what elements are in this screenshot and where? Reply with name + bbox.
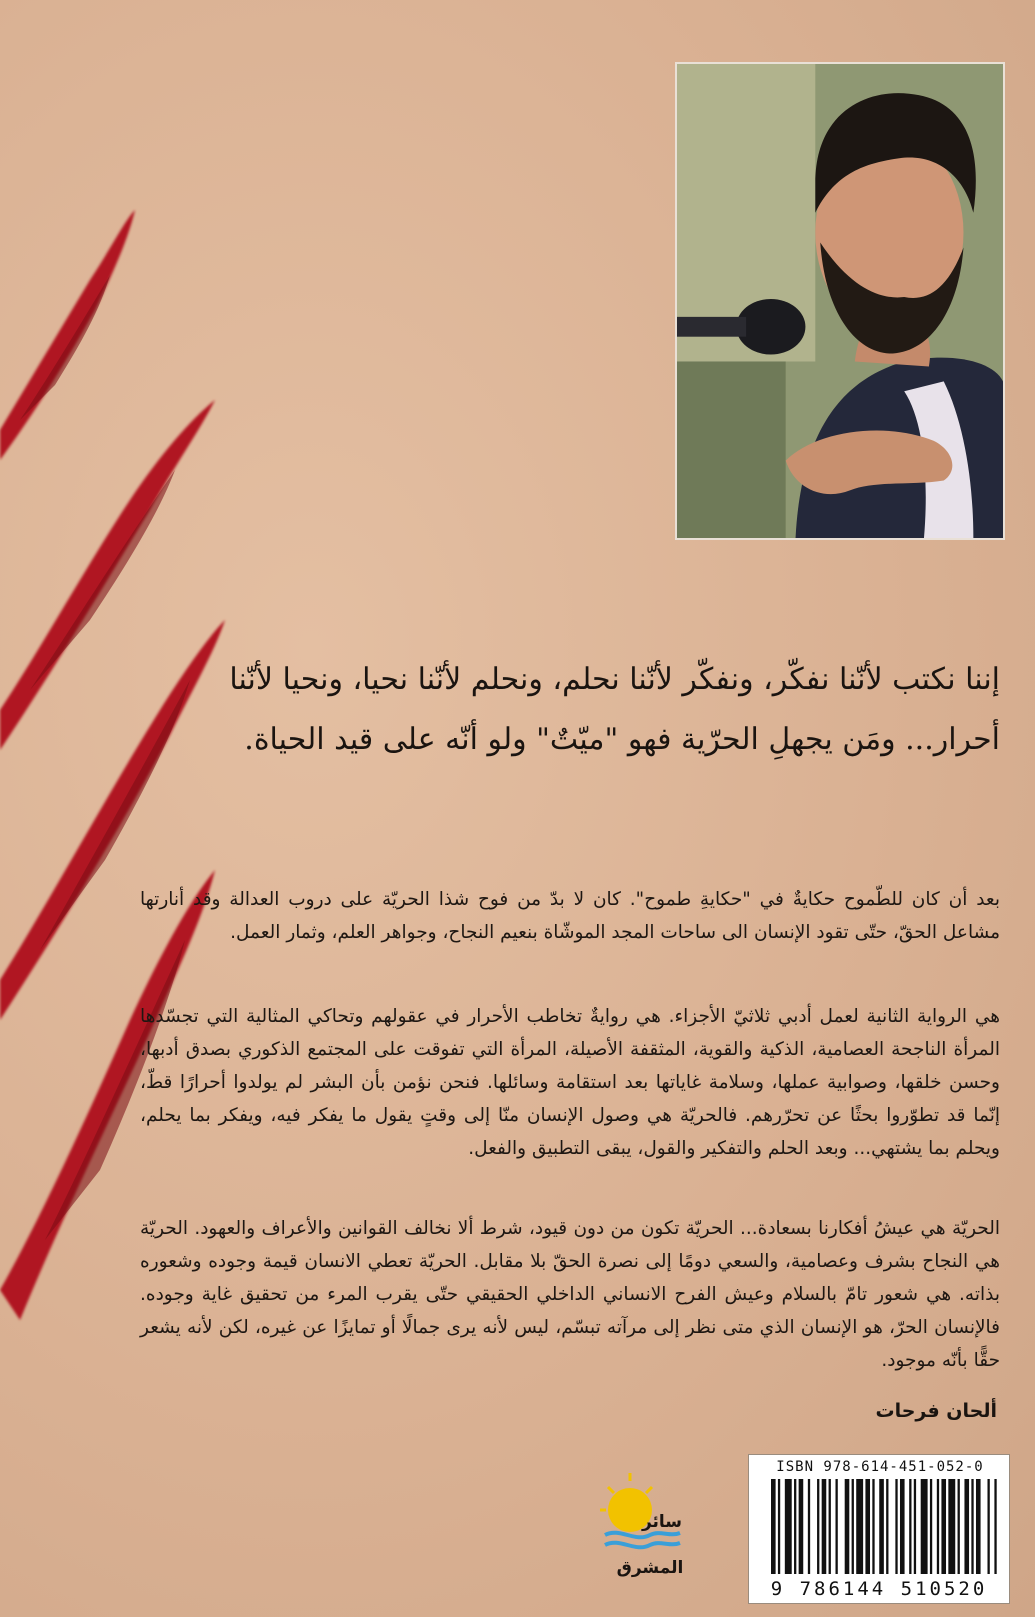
blurb-paragraph-1: بعد أن كان للطّموح حكايةٌ في "حكايةِ طموح". كان لا بدّ من فوح شذا الحريّة على دروب العدالة وقد أنارتها مشاعل الحقّ، حتّى تقود الإنسان الى ساحات المجد الموشّاة بنعيم النجاح، وجواهر العلم، وثمار العمل. [140,889,1000,943]
blurb-paragraph-2: هي الرواية الثانية لعمل أدبي ثلاثيّ الأجزاء. هي روايةٌ تخاطب الأحرار في عقولهم وتحاكي المثالية التي تجسّدها المرأة الناجحة العصامية، الذكية والقوية، المثقفة الأصيلة، المرأة التي تفوقت على المجتمع الذكوري بصدق أدبها، وحسن خلقها، وصوابية عملها، وسلامة غاياتها بعد استقامة وسائلها. فنحن نؤمن بأن البشر لم يولدوا أحرارًا قطّ، إنّما قد تطوّروا بحثًا عن تحرّرهم. فالحريّة هي وصول الإنسان منّا إلى وقتٍ يقول ما يفكر فيه، ويفكر بما يحلم، ويحلم بما يشتهي... وبعد الحلم والتفكير والقول، يبقى التطبيق والفعل. [140,1006,1000,1159]
barcode-bar [808,1479,810,1574]
back-cover-quote [160,650,1000,770]
publisher-name-bottom: المشرق [616,1558,684,1578]
barcode-bars [771,1479,999,1574]
barcode-bar [914,1479,916,1574]
barcode-bar [976,1479,981,1574]
barcode-bar [852,1479,854,1574]
barcode-bar [930,1479,932,1574]
barcode-bar [921,1479,928,1574]
barcode-bar [879,1479,884,1574]
barcode-bar [994,1479,996,1574]
isbn-text: ISBN 978-614-451-052-0 [776,1459,984,1475]
barcode-bar [822,1479,827,1574]
quote-line-1: إننا نكتب لأنّنا نفكّر، ونفكّر لأنّنا نحلم، ونحلم لأنّنا نحيا، ونحيا لأنّنا [229,662,1000,697]
quote-line-2: أحرار... ومَن يجهلِ الحرّية فهو "ميّتٌ" ولو أنّه على قيد الحياة. [244,722,1000,757]
barcode-bar [948,1479,955,1574]
barcode-bar [799,1479,804,1574]
barcode-bar [987,1479,989,1574]
author-name: ألحان فرحات [875,1400,997,1422]
author-photo [675,62,1005,540]
barcode-bar [845,1479,850,1574]
barcode-bar [785,1479,792,1574]
barcode-bar [971,1479,973,1574]
blurb-paragraph-3: الحريّة هي عيشُ أفكارنا بسعادة... الحريّة تكون من دون قيود، شرط ألا نخالف القوانين والأعراف والعهود. الحريّة هي النجاح بشرف وعصامية، والسعي دومًا إلى نصرة الحقّ بلا مقابل. الحريّة تعطي الانسان قيمة وجوده وشعوره بذاته. هي شعور تامّ بالسلام وعيش الفرح الانساني الداخلي الحقيقي حتّى يقرب المرء من تحقيق غاية وجوده. فالإنسان الحرّ، هو الإنسان الذي متى نظر إلى مرآته تبسّم، ليس لأنه يرى جمالًا أو تمايزًا عن غيره، لكن لأنه يشعر حقًّا بأنّه موجود. [140,1218,1000,1371]
barcode-bar [895,1479,897,1574]
isbn-barcode [748,1454,1010,1604]
barcode-bar [958,1479,960,1574]
publisher-logo [600,1465,690,1595]
barcode-bar [964,1479,969,1574]
barcode-bar [941,1479,946,1574]
barcode-bar [909,1479,911,1574]
barcode-bar [886,1479,888,1574]
barcode-bar [900,1479,905,1574]
barcode-bar [835,1479,837,1574]
barcode-bar [778,1479,780,1574]
barcode-bar [829,1479,831,1574]
publisher-name-top: سائر [641,1512,683,1532]
barcode-bar [771,1479,776,1574]
barcode-bar [937,1479,939,1574]
barcode-bar [872,1479,874,1574]
barcode-bar [856,1479,863,1574]
barcode-digits: 9 786144 510520 [770,1578,988,1600]
barcode-bar [865,1479,870,1574]
barcode-bar [817,1479,819,1574]
barcode-bar [794,1479,796,1574]
